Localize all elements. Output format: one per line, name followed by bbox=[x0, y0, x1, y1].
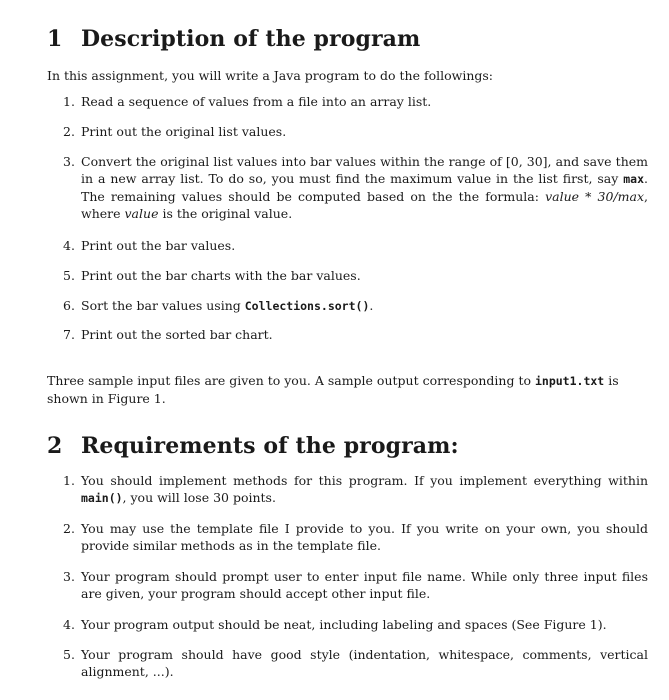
list-item-number: 7. bbox=[63, 327, 75, 342]
list-item bbox=[63, 153, 648, 222]
inline-code: Collections.sort() bbox=[244, 299, 370, 313]
list-item bbox=[63, 123, 648, 140]
list-item-number: 1. bbox=[63, 94, 75, 109]
list-item bbox=[63, 472, 648, 507]
list-item-number: 4. bbox=[63, 617, 75, 632]
inline-code: main() bbox=[81, 491, 123, 505]
list-item-number: 4. bbox=[63, 238, 75, 253]
list-item bbox=[63, 93, 648, 110]
list-item-text: You may use the template file I provide to you. If you write on your own, you should provide similar methods as in the template file. bbox=[81, 521, 648, 553]
list-item-text: Convert the original list values into bar values within the range of [0, 30], and save them in a new array list. To do so, you must find the maximum value in the list first, say max. The remaining values should be computed based on the the formula: value * 30/max, where value is the original value. bbox=[81, 154, 648, 221]
section-1-closing: Three sample input files are given to you. A sample output corresponding to input1.txt is shown in Figure 1. bbox=[47, 373, 619, 406]
list-item bbox=[63, 616, 648, 633]
list-item bbox=[63, 520, 648, 554]
list-item-text: Print out the bar charts with the bar values. bbox=[81, 268, 361, 283]
list-item bbox=[63, 568, 648, 602]
list-item-number: 3. bbox=[63, 154, 75, 169]
list-item-number: 3. bbox=[63, 569, 75, 584]
formula: value * 30/max bbox=[545, 189, 645, 204]
section-2-heading bbox=[47, 433, 459, 459]
list-item-number: 1. bbox=[63, 473, 75, 488]
list-item-number: 2. bbox=[63, 124, 75, 139]
list-item-number: 5. bbox=[63, 268, 75, 283]
list-item-text: Print out the original list values. bbox=[81, 124, 287, 139]
list-item-text: Print out the bar values. bbox=[81, 238, 236, 253]
section-1-title: Description of the program bbox=[81, 26, 421, 52]
list-item-text: Your program output should be neat, including labeling and spaces (See Figure 1). bbox=[81, 617, 607, 632]
list-item-text: Print out the sorted bar chart. bbox=[81, 327, 273, 342]
list-item bbox=[63, 646, 648, 680]
list-item-text: Your program should have good style (indentation, whitespace, comments, vertical alignment, ...). bbox=[81, 647, 648, 679]
list-item-text: Your program should prompt user to enter input file name. While only three input files are given, your program should accept other input file. bbox=[81, 569, 648, 601]
list-item bbox=[63, 297, 648, 315]
list-item bbox=[63, 326, 648, 343]
list-item-text: Sort the bar values using Collections.sort(). bbox=[81, 298, 374, 313]
list-item-number: 5. bbox=[63, 647, 75, 662]
variable: value bbox=[124, 206, 159, 221]
list-item bbox=[63, 267, 648, 284]
list-item-number: 6. bbox=[63, 298, 75, 313]
section-2-title: Requirements of the program: bbox=[81, 433, 459, 459]
list-item bbox=[63, 237, 648, 254]
inline-code: input1.txt bbox=[534, 374, 605, 388]
section-1-heading bbox=[47, 26, 420, 52]
section-1-number: 1 bbox=[47, 26, 63, 52]
list-item-text: Read a sequence of values from a file into an array list. bbox=[81, 94, 432, 109]
section-1-intro: In this assignment, you will write a Java program to do the followings: bbox=[47, 68, 494, 83]
inline-code: max bbox=[623, 172, 645, 186]
list-item-number: 2. bbox=[63, 521, 75, 536]
list-item-text: You should implement methods for this program. If you implement everything within main(), you will lose 30 points. bbox=[81, 473, 648, 505]
section-2-number: 2 bbox=[47, 433, 63, 459]
